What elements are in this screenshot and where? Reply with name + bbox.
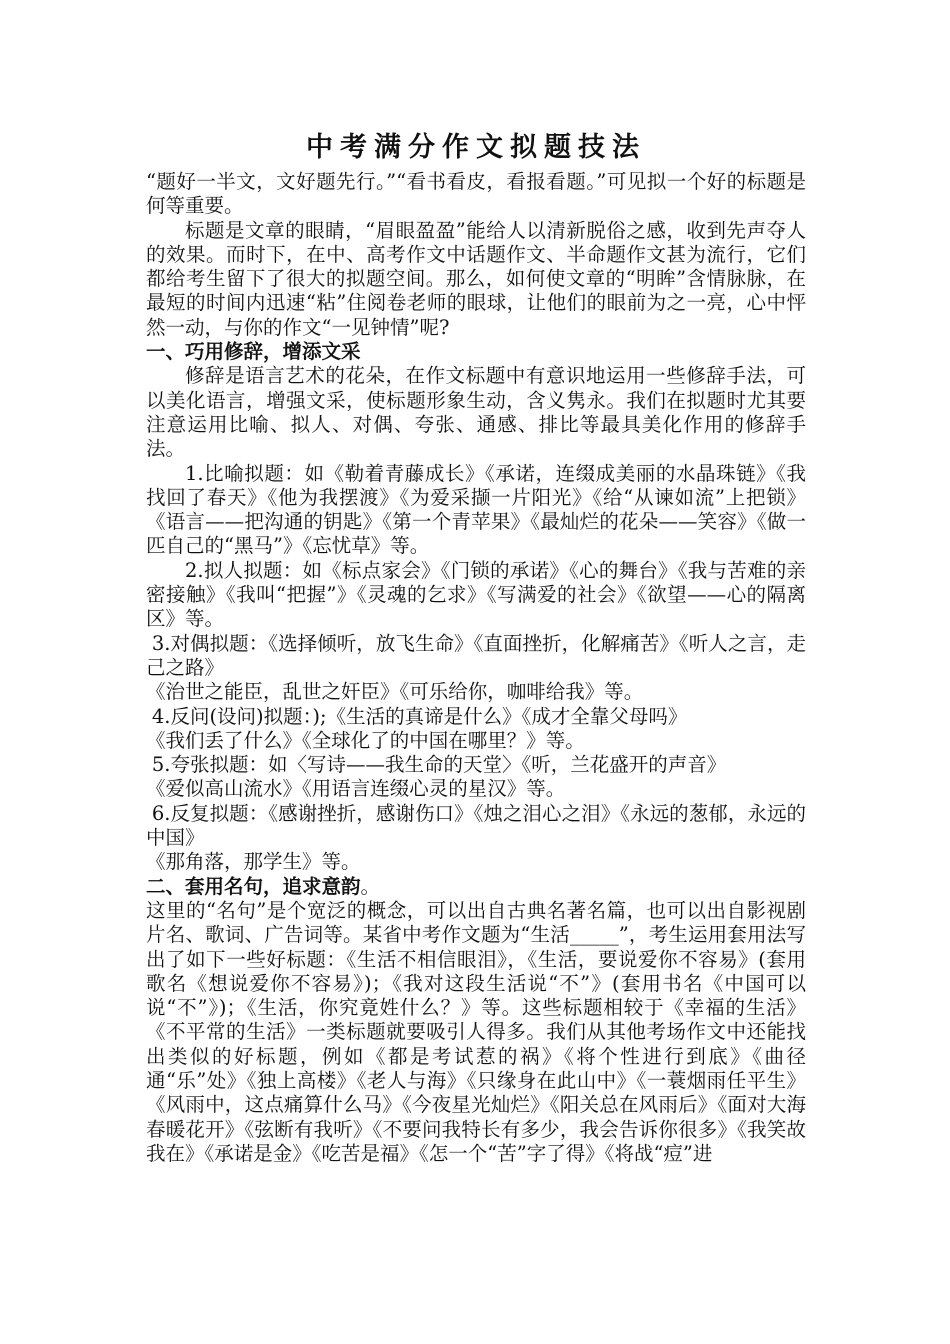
- section-1-intro: 修辞是语言艺术的花朵，在作文标题中有意识地运用一些修辞手法，可以美化语言，增强文采，使标题形象生动，含义隽永。我们在拟题时尤其要注意运用比喻、拟人、对偶、夸张、通感、排比等最具美化作用的修辞手法。: [146, 364, 806, 461]
- section-1-item-repetition-cont: 《那角落，那学生》等。: [146, 850, 361, 874]
- section-1-item-hyperbole-cont: 《爱似高山流水》《用语言连缀心灵的星汉》等。: [146, 777, 566, 801]
- section-2-body: 这里的“名句”是个宽泛的概念，可以出自古典名著名篇，也可以出自影视剧片名、歌词、广告词等。某省中考作文题为“生活_____”，考生运用套用法写出了如下一些好标题：《生活不相信眼泪》，《生活，要说爱你不容易》(套用歌名《想说爱你不容易》)；《我对这段生活说“不”》(套用书名《中国可以说“不”》)；《生活，你究竟姓什么？》等。这些标题相较于《幸福的生活》《不平常的生活》一类标题就要吸引人得多。我们从其他考场作文中还能找出类似的好标题，例如《都是考试惹的祸》《将个性进行到底》《曲径通“乐”处》《独上高楼》《老人与海》《只缘身在此山中》《一蓑烟雨任平生》《风雨中，这点痛算什么马》《今夜星光灿烂》《阳关总在风雨后》《面对大海春暖花开》《弦断有我听》《不要问我特长有多少，我会告诉你很多》《我笑故我在》《承诺是金》《吃苦是福》《怎一个“苦”字了得》《将战“痘”进: [146, 898, 806, 1165]
- intro-paragraph-1: “题好一半文，文好题先行。”“看书看皮，看报看题。”可见拟一个好的标题是何等重要。: [146, 170, 806, 218]
- intro-paragraph-2: 标题是文章的眼睛，“眉眼盈盈”能给人以清新脱俗之感，收到先声夺人的效果。而时下，在中、高考作文中话题作文、半命题作文甚为流行，它们都给考生留下了很大的拟题空间。那么，如何使文章的“明眸”含情脉脉，在最短的时间内迅速“粘”住阅卷老师的眼球，让他们的眼前为之一亮，心中怦然一动，与你的作文“一见钟情”呢?: [146, 218, 806, 339]
- section-2-heading-line: [146, 875, 806, 899]
- section-1-heading: 一、巧用修辞，增添文采: [146, 340, 361, 364]
- section-1-item-personification: 2.拟人拟题：如《标点家会》《门锁的承诺》《心的舞台》《我与苦难的亲密接触》《我叫“把握”》《灵魂的乞求》《写满爱的社会》《欲望——心的隔离区》等。: [146, 558, 806, 631]
- section-1-item-hyperbole: 5.夸张拟题：如〈写诗——我生命的天堂〉《听，兰花盛开的声音》: [151, 753, 727, 777]
- section-2-heading-tail: 。: [360, 874, 381, 898]
- section-1-item-antithesis: 3.对偶拟题：《选择倾听，放飞生命》《直面挫折，化解痛苦》《听人之言，走己之路》: [146, 631, 806, 679]
- document-page: [146, 128, 806, 1166]
- document-title: 中考满分作文拟题技法: [306, 132, 646, 163]
- section-1-item-metaphor: 1.比喻拟题：如《勒着青藤成长》《承诺，连缀成美丽的水晶珠链》《我找回了春天》《他为我摆渡》《为爱采撷一片阳光》《给“从谏如流”上把锁》《语言——把沟通的钥匙》《第一个青苹果》《最灿烂的花朵——笑容》《做一匹自己的“黑马”》《忘忧草》等。: [146, 461, 806, 558]
- section-1-item-repetition: 6.反复拟题：《感谢挫折，感谢伤口》《烛之泪心之泪》《永远的葱郁，永远的中国》: [146, 801, 806, 850]
- section-1-item-rhetorical-question-cont: 《我们丢了什么》《全球化了的中国在哪里？》等。: [146, 728, 585, 752]
- section-2-heading: 二、套用名句，追求意韵: [146, 874, 361, 898]
- section-1-item-rhetorical-question: 4.反问(设问)拟题：);《生活的真谛是什么》《成才全靠父母吗》: [151, 704, 688, 728]
- section-1-item-antithesis-cont: 《治世之能臣，乱世之奸臣》《可乐给你，咖啡给我》等。: [146, 680, 644, 704]
